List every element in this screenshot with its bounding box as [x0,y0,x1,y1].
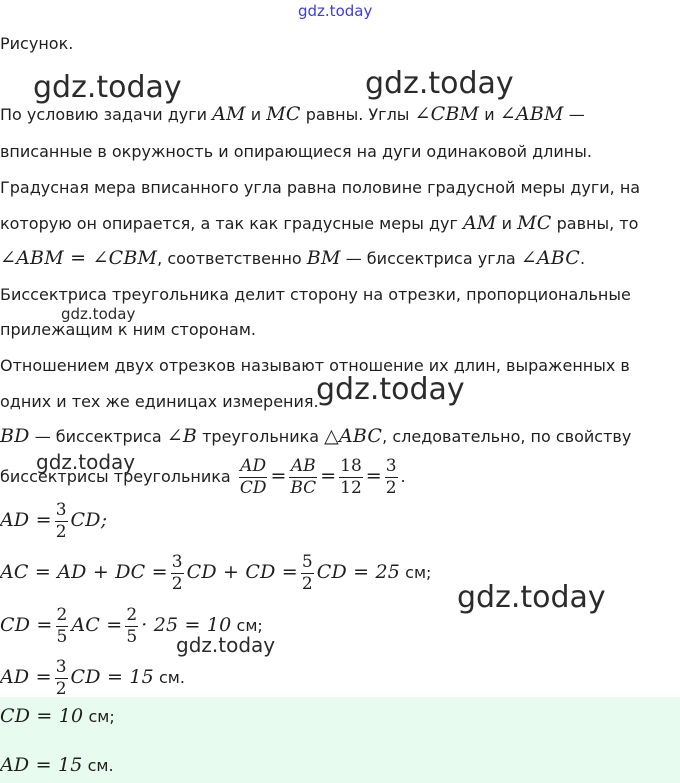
equation: AC = AD + DC = $\frac{3}{2}$ CD + CD = $\frac{5}{2}$ CD = 25 см; [0,552,432,594]
intro-text: Рисунок. [0,34,74,53]
fraction: $\frac{3}{2}$ [55,657,67,699]
text: , соответственно [157,249,307,268]
fraction: $\frac{18}{12}$ [340,456,362,498]
math: ∠CBM [414,103,480,125]
math: ∠ABM [499,103,564,125]
text: и [496,214,518,233]
text: биссектрисы треугольника [0,467,236,486]
text: — биссектриса угла [340,249,521,268]
fraction: $\frac{AB}{BC}$ [290,456,317,498]
math: AM [462,212,497,234]
fraction: $\frac{2}{5}$ [56,605,68,647]
paragraph-line [0,424,672,449]
watermark: gdz.today [365,66,514,101]
fraction: $\frac{AD}{CD}$ [239,456,267,498]
paragraph-line [0,246,672,271]
math: BM [306,247,341,269]
fraction: $\frac{3}{2}$ [385,456,397,498]
paragraph-line [0,102,672,127]
watermark: gdz.today [316,372,465,407]
paragraph-line: Отношением двух отрезков называют отношение их длин, выраженных в [0,356,630,375]
equation: CD = $\frac{2}{5}$ AC = $\frac{2}{5}$ · 25 = 10 см; [0,605,263,647]
paragraph-line: Градусная мера вписанного угла равна половине градусной меры дуги, на [0,178,641,197]
watermark: gdz.today [457,580,606,615]
watermark: gdz.today [36,450,136,474]
math: ∠ABC [520,247,581,269]
math: BD [0,425,30,447]
paragraph-line: прилежащим к ним сторонам. [0,320,256,339]
paragraph-line: одних и тех же единицах измерения. [0,392,319,411]
paragraph-line [0,211,672,236]
watermark: gdz.today [176,633,276,657]
math: MC [266,103,301,125]
paragraph-line: вписанные в окружность и опирающиеся на дуги одинаковой длины. [0,142,592,161]
ratio-line: биссектрисы треугольника $\frac{AD}{CD}$ = $\frac{AB}{BC}$ = $\frac{18}{12}$ = $\frac{3}{2}$ . [0,456,406,498]
text: . [580,249,586,268]
math: MC [517,212,552,234]
text: и [245,105,267,124]
text: которую он опирается, а так как градусные меры дуг [0,214,463,233]
equation: AD = $\frac{3}{2}$ CD = 15 см. [0,657,185,699]
paragraph-line: Биссектриса треугольника делит сторону на отрезки, пропорциональные [0,285,631,304]
text: равны, то [551,214,639,233]
fraction: $\frac{5}{2}$ [301,552,313,594]
answer-line: AD = 15 см. [0,754,114,776]
text: равны. Углы [300,105,415,124]
math: ∠ABM = ∠CBM [0,247,158,269]
equation: AD = $\frac{3}{2}$ CD; [0,500,108,542]
math: AM [212,103,246,125]
text: и [479,105,500,124]
fraction: $\frac{3}{2}$ [171,552,183,594]
answer-line: CD = 10 см; [0,705,115,727]
fraction: $\frac{2}{5}$ [126,605,138,647]
text: По условию задачи дуги [0,105,213,124]
text: — [563,105,585,124]
watermark-top: gdz.today [298,2,373,20]
fraction: $\frac{3}{2}$ [55,500,67,542]
math: ∠B [166,425,198,447]
watermark: gdz.today [61,305,136,323]
text: треугольника [197,427,325,446]
text: , следовательно, по свойству [382,427,632,446]
watermark: gdz.today [33,70,182,105]
text: — биссектриса [29,427,167,446]
math: △ABC [324,425,383,447]
